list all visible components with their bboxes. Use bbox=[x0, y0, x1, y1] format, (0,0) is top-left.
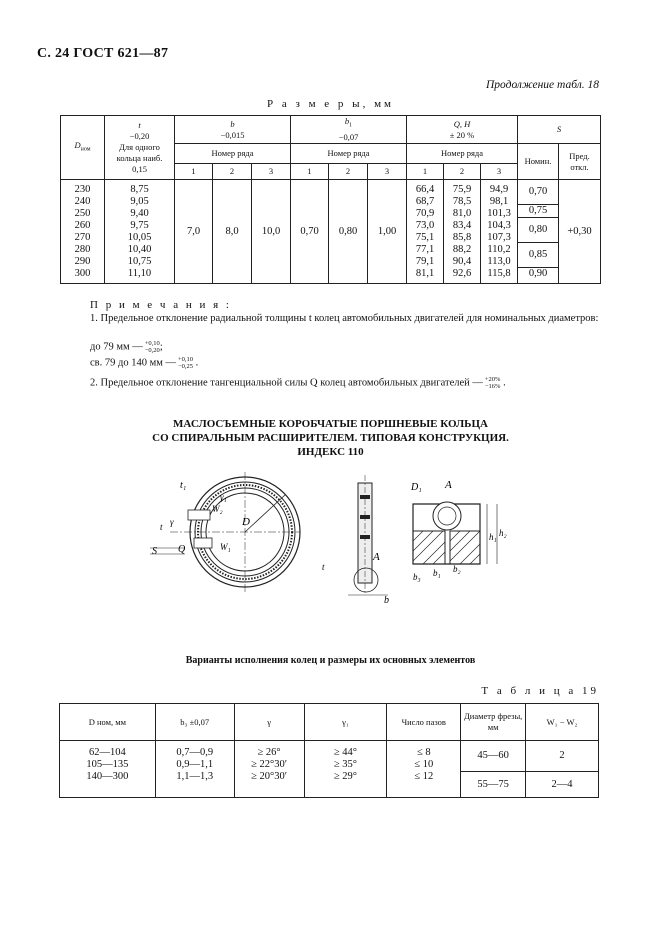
label-s: S bbox=[152, 546, 157, 557]
notes-heading: П р и м е ч а н и я : bbox=[90, 299, 232, 311]
sizes-caption: Р а з м е р ы, мм bbox=[266, 98, 394, 110]
section-drawing bbox=[318, 475, 408, 605]
col-num: 1 bbox=[175, 164, 213, 180]
d-column: 230 240 250 260 270 280 290 300 bbox=[61, 180, 105, 284]
s-pred: +0,30 bbox=[559, 180, 601, 284]
t19-header-w: W₁ − W₂ bbox=[526, 704, 599, 741]
col-num: 1 bbox=[291, 164, 329, 180]
b1-1: 0,70 bbox=[291, 180, 329, 284]
t19-header-b3: b₃ ±0,07 bbox=[155, 704, 234, 741]
label-b2: b₂ bbox=[453, 564, 461, 574]
header-b: b −0,015 bbox=[175, 116, 291, 144]
label-a2: A bbox=[445, 479, 452, 491]
table-19-label: Т а б л и ц а 19 bbox=[481, 685, 599, 697]
label-b3: b₃ bbox=[413, 572, 421, 582]
t19-w-column: 2 2—4 bbox=[526, 741, 599, 798]
col-num: 2 bbox=[213, 164, 252, 180]
label-b1: b₁ bbox=[433, 568, 441, 578]
t19-gamma-column: ≥ 26° ≥ 22°30′ ≥ 20°30′ bbox=[234, 741, 304, 798]
label-w1: W₁ bbox=[220, 542, 231, 552]
note-1a: до 79 мм — +0,10 −0,20; bbox=[90, 340, 163, 354]
header-row-number: Номер ряда bbox=[175, 144, 291, 164]
label-w2: W₂ bbox=[212, 504, 223, 514]
col-num: 1 bbox=[407, 164, 444, 180]
ring-drawing bbox=[150, 470, 310, 595]
t19-header-gamma: γ bbox=[234, 704, 304, 741]
t-column: 8,75 9,05 9,40 9,75 10,05 10,40 10,75 11,10 bbox=[105, 180, 175, 284]
label-a: A bbox=[373, 551, 380, 563]
label-d: D bbox=[242, 516, 250, 528]
note-1b: св. 79 до 140 мм — +0,10 −0,25 . bbox=[90, 356, 199, 370]
label-t-section: t bbox=[322, 562, 325, 572]
note-2: 2. Предельное отклонение тангенциальной силы Q колец автомобильных двигателей — +20% −16% . bbox=[90, 376, 506, 390]
t19-header-gamma1: γ₁ bbox=[304, 704, 387, 741]
label-h2: h₂ bbox=[499, 528, 507, 538]
label-h1: h₁ bbox=[489, 532, 497, 542]
t19-cutter-column: 45—60 55—75 bbox=[461, 741, 526, 798]
note-1: 1. Предельное отклонение радиальной толщины t колец автомобильных двигателей для номинальных диаметров: bbox=[90, 313, 599, 324]
t19-d-column: 62—104 105—135 140—300 bbox=[60, 741, 156, 798]
header-dnom: $D_{ном}$ bbox=[61, 116, 105, 180]
header-row-number: Номер ряда bbox=[291, 144, 407, 164]
header-t: t −0,20 Для одного кольца наиб. 0,15 bbox=[105, 116, 175, 180]
label-t: t bbox=[160, 522, 163, 532]
s-nomin-column: 0,70 0,75 0,80 0,85 0,90 bbox=[518, 180, 559, 284]
label-t1: t₁ bbox=[180, 480, 187, 491]
section-title: МАСЛОСЪЕМНЫЕ КОРОБЧАТЫЕ ПОРШНЕВЫЕ КОЛЬЦА СО СПИРАЛЬНЫМ РАСШИРИТЕЛЕМ. ТИПОВАЯ КОНСТРУКЦИЯ. ИНДЕКС 110 bbox=[152, 418, 509, 458]
header-s: S bbox=[518, 116, 601, 144]
label-gamma1: γ₁ bbox=[220, 492, 227, 502]
table-18 bbox=[60, 115, 601, 284]
col-num: 3 bbox=[252, 164, 291, 180]
col-num: 3 bbox=[481, 164, 518, 180]
q1-column: 66,4 68,7 70,9 73,0 75,1 77,1 79,1 81,1 bbox=[407, 180, 444, 284]
q2-column: 75,9 78,5 81,0 83,4 85,8 88,2 90,4 92,6 bbox=[444, 180, 481, 284]
b-2: 8,0 bbox=[213, 180, 252, 284]
t19-header-slots: Число пазов bbox=[387, 704, 461, 741]
b-3: 10,0 bbox=[252, 180, 291, 284]
b1-3: 1,00 bbox=[368, 180, 407, 284]
t19-slots-column: ≤ 8 ≤ 10 ≤ 12 bbox=[387, 741, 461, 798]
header-q: Q, Н ± 20 % bbox=[407, 116, 518, 144]
table-19 bbox=[59, 703, 599, 798]
continuation-label: Продолжение табл. 18 bbox=[486, 79, 599, 91]
t19-b3-column: 0,7—0,9 0,9—1,1 1,1—1,3 bbox=[155, 741, 234, 798]
page-header: С. 24 ГОСТ 621—87 bbox=[37, 46, 169, 61]
label-q: Q bbox=[178, 544, 186, 555]
variants-title: Варианты исполнения колец и размеры их основных элементов bbox=[185, 655, 476, 666]
header-nomin: Номин. bbox=[518, 144, 559, 180]
header-row-number: Номер ряда bbox=[407, 144, 518, 164]
label-b: b bbox=[384, 595, 389, 605]
col-num: 2 bbox=[444, 164, 481, 180]
t19-header-d: D ном, мм bbox=[60, 704, 156, 741]
b-1: 7,0 bbox=[175, 180, 213, 284]
col-num: 2 bbox=[329, 164, 368, 180]
header-b1: $b_1$ −0,07 bbox=[291, 116, 407, 144]
label-d1: D₁ bbox=[411, 482, 422, 493]
detail-a-drawing bbox=[405, 476, 515, 586]
b1-2: 0,80 bbox=[329, 180, 368, 284]
header-pred: Пред. откл. bbox=[559, 144, 601, 180]
t19-gamma1-column: ≥ 44° ≥ 35° ≥ 29° bbox=[304, 741, 387, 798]
q3-column: 94,9 98,1 101,3 104,3 107,3 110,2 113,0 115,8 bbox=[481, 180, 518, 284]
t19-header-cutter: Диаметр фрезы, мм bbox=[461, 704, 526, 741]
col-num: 3 bbox=[368, 164, 407, 180]
label-gamma: γ bbox=[170, 517, 174, 527]
